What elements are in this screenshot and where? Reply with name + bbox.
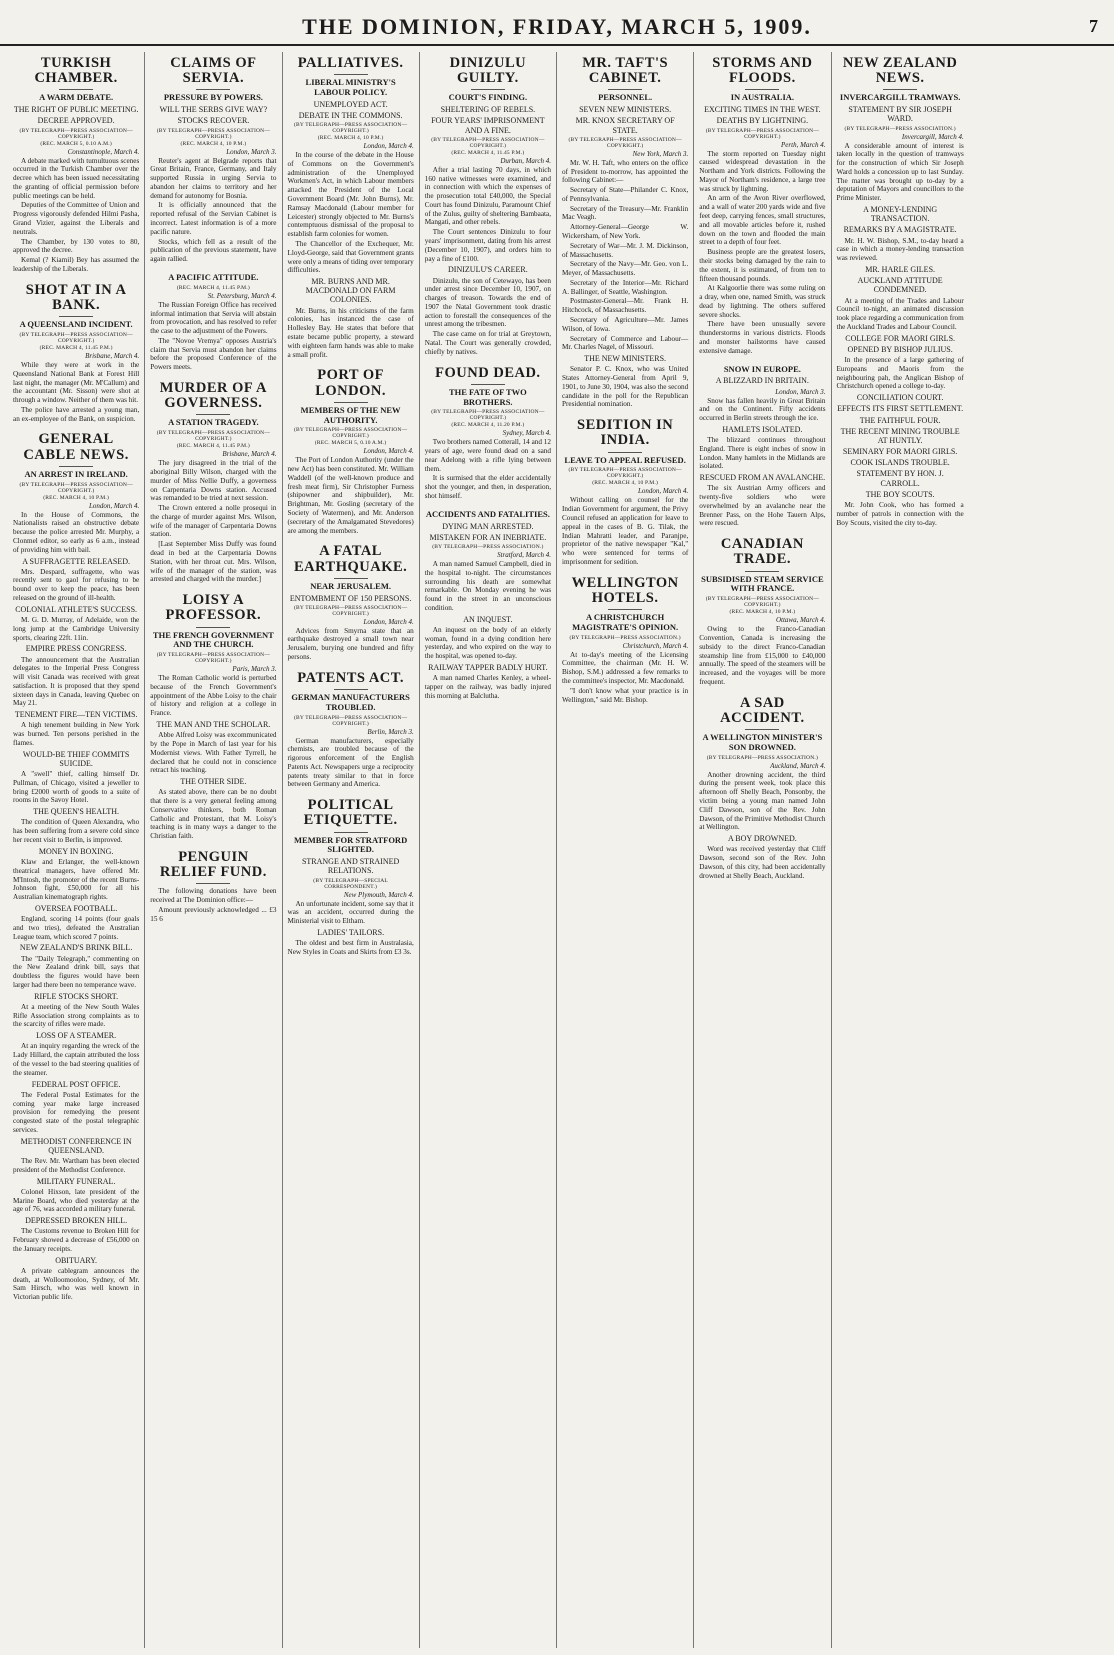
section-subheading: METHODIST CONFERENCE IN QUEENSLAND.: [20, 1136, 132, 1155]
article-subheading: A QUEENSLAND INCIDENT.: [19, 319, 133, 330]
article-paragraph: Attorney-General—George W. Wickersham, of New York.: [562, 223, 689, 241]
section-subheading: AUCKLAND ATTITUDE CONDEMNED.: [857, 276, 943, 295]
article-paragraph: Dinizulu, the son of Cetewayo, has been under arrest since December 10, 1907, on charges of treason. Towards the end of 1907 the Natal Government took drastic action to forestall the consequences of the unrest among the tribesmen.: [424, 276, 551, 329]
wire-credit: (BY TELEGRAPH—PRESS ASSOCIATION—COPYRIGHT.): [705, 596, 820, 609]
headline-divider: [59, 466, 93, 467]
article-paragraph: "I don't know what your practice is in Wellington," said Mr. Bishop.: [562, 686, 689, 704]
section-subheading: LOSS OF A STEAMER.: [36, 1031, 117, 1041]
section-subheading: A BOY DROWNED.: [727, 834, 797, 844]
newspaper-column: [145, 52, 282, 1648]
article-headline: POLITICAL ETIQUETTE.: [303, 797, 398, 829]
headline-divider: [745, 729, 779, 730]
received-time: (REC. MARCH 4, 11.20 P.M.): [451, 422, 525, 429]
section-subheading: OBITUARY.: [55, 1255, 98, 1265]
article-subheading: A CHRISTCHURCH MAGISTRATE'S OPINION.: [572, 612, 679, 632]
article: [288, 368, 414, 535]
wire-credit: (BY TELEGRAPH—PRESS ASSOCIATION—COPYRIGHT.): [19, 481, 133, 494]
headline-divider: [883, 89, 917, 90]
article-paragraph: Secretary of the Interior—Mr. Richard A. Ballinger, of Seattle, Washington.: [562, 278, 689, 296]
article-paragraph: The Chamber, by 130 votes to 80, approved the decree.: [13, 237, 140, 255]
dateline: London, March 4.: [363, 142, 414, 151]
headline-divider: [59, 89, 93, 90]
article: [425, 510, 551, 701]
section-subheading: DINIZULU'S CAREER.: [448, 265, 528, 275]
article-subheading: A WELLINGTON MINISTER'S SON DROWNED.: [702, 732, 823, 752]
wire-credit: (BY TELEGRAPH—PRESS ASSOCIATION—COPYRIGHT.): [568, 136, 682, 149]
article-headline: MR. TAFT'S CABINET.: [582, 55, 669, 87]
article-subheading: SEVEN NEW MINISTERS.: [579, 105, 672, 115]
wire-credit: (BY TELEGRAPH—PRESS ASSOCIATION—COPYRIGHT.): [431, 409, 545, 422]
dateline: Perth, March 4.: [781, 140, 826, 149]
article-subheading: DEBATE IN THE COMMONS.: [298, 110, 403, 120]
article-paragraph: Reuter's agent at Belgrade reports that Great Britain, France, Germany, and Italy supported Russia in urging Servia to abandon her claims to territory and her demand for autonomy for Bosnia.: [150, 156, 277, 200]
wire-credit: (BY TELEGRAPH—PRESS ASSOCIATION—COPYRIGHT.): [19, 331, 133, 344]
article-subheading: WILL THE SERBS GIVE WAY?: [159, 105, 268, 115]
article-subheading: MR. KNOX SECRETARY OF STATE.: [575, 116, 675, 135]
headline-divider: [471, 89, 505, 90]
wire-credit: (BY TELEGRAPH—PRESS ASSOCIATION—COPYRIGHT.): [156, 430, 271, 443]
article-paragraph: Secretary of War—Mr. J. M. Dickinson, of Massachusetts.: [562, 241, 689, 259]
article-headline: SHOT AT IN A BANK.: [25, 281, 127, 313]
article: [288, 798, 414, 956]
article-paragraph: The oldest and best firm in Australasia, New Styles in Coats and Skirts from £3 3s.: [287, 939, 414, 956]
headline-divider: [334, 402, 368, 403]
dateline: St. Petersburg, March 4.: [207, 291, 277, 300]
article-paragraph: The case came on for trial at Greytown, Natal. The Court was generally crowded, chiefly by natives.: [424, 330, 551, 356]
article-subheading: STRANGE AND STRAINED RELATIONS.: [301, 857, 400, 876]
received-time: (REC. MARCH 4, 10 P.M.): [729, 609, 796, 616]
article-subheading: AN ARREST IN IRELAND.: [24, 468, 128, 479]
article-subheading: A WARM DEBATE.: [39, 92, 114, 103]
article-paragraph: A private cablegram announces the death, at Wolloomooloo, Sydney, of Mr. Sam Hirsch, who was well known in Victorian public life.: [13, 1266, 140, 1302]
article: [13, 283, 139, 424]
article-paragraph: An inquest on the body of an elderly woman, found in a dying condition here yesterday, and who expired on the way to the hospital, was opened to-day.: [424, 625, 551, 661]
article-subheading: COURT'S FINDING.: [448, 92, 528, 103]
section-subheading: THE RECENT MINING TROUBLE AT HUNTLY.: [840, 426, 960, 445]
dateline: Auckland, March 4.: [770, 761, 826, 770]
section-subheading: OPENED BY BISHOP JULIUS.: [847, 344, 953, 354]
article-paragraph: In the House of Commons, the Nationalists raised an obstructive debate because the police arrested Mr. Murphy, a Clonmel editor, so early as 6 a.m., instead of providing him with bail.: [13, 510, 140, 554]
received-time: (REC. MARCH 4, 10 P.M.): [43, 494, 109, 501]
article-paragraph: The "Novoe Vremya" opposes Austria's claim that Servia must abandon her claims before the proposed Conference of the Powers meets.: [150, 336, 277, 372]
article-paragraph: Abbe Alfred Loisy was excommunicated by the Pope in March of last year for his Modernist views. With Father Tyrrell, he declared that he could not in conscience retract his teaching.: [150, 731, 277, 775]
article-paragraph: After a trial lasting 70 days, in which 160 native witnesses were examined, and in connection with which the expenses of the prosecution total £40,000, the Special Court has found Dinizulu, Paramount Chief of the Zulus, guilty of sheltering Bambaata, Mangati, and other rebels.: [424, 165, 551, 227]
article-headline: NEW ZEALAND NEWS.: [842, 55, 958, 87]
section-subheading: HAMLETS ISOLATED.: [722, 424, 803, 434]
headline-divider: [196, 89, 230, 90]
article-paragraph: At an inquiry regarding the wreck of the Lady Hillard, the captain attributed the loss of the vessel to the bad steering qualities of the steamer.: [13, 1042, 140, 1077]
article-subheading: UNEMPLOYED ACT.: [313, 99, 388, 109]
article-paragraph: The condition of Queen Alexandra, who has been suffering from a severe cold since her recent visit to Berlin, is improved.: [13, 818, 140, 845]
article-paragraph: Owing to the Franco-Canadian Convention, Canada is increasing the subsidy to the direct Franco-Canadian steamship line from £15,000 to £40,000 annually. The speed of the steamers will be increased, and the voyages will be more frequent.: [699, 625, 826, 686]
article-subheading: NEAR JERUSALEM.: [310, 580, 391, 591]
article-subheading: GERMAN MANUFACTURERS TROUBLED.: [291, 692, 410, 712]
article-paragraph: The jury disagreed in the trial of the aboriginal Billy Wilson, charged with the murder of Miss Nellie Duffy, a governess on Carpentaria Downs station. Accused was remanded to be tried at next session.: [150, 459, 277, 503]
dateline: London, March 4.: [363, 617, 414, 626]
article-headline: GENERAL CABLE NEWS.: [23, 431, 129, 463]
section-subheading: EFFECTS ITS FIRST SETTLEMENT.: [837, 404, 964, 414]
article-subheading: DEATHS BY LIGHTNING.: [716, 116, 809, 126]
article-paragraph: As stated above, there can be no doubt that there is a very general feeling among Conservative thinkers, both Roman Catholic and Protestant, that M. Loisy's teaching is in many ways a danger to the Christian faith.: [150, 788, 277, 841]
article: [425, 56, 551, 357]
article-paragraph: Stocks, which fell as a result of the publication of the previous statement, have again rallied.: [150, 237, 277, 264]
article-paragraph: A "swell" thief, calling himself Dr. Pullman, of Chicago, visited a jeweller to bring £2000 worth of goods to a suite of rooms in the Savoy Hotel.: [13, 770, 140, 805]
article-paragraph: A high tenement building in New York was burned. Ten persons perished in the flames.: [13, 721, 140, 747]
section-subheading: MONEY IN BOXING.: [38, 846, 114, 856]
dateline: Invercargill, March 4.: [901, 132, 964, 141]
received-time: (REC. MARCH 5, 0.10 A.M.): [40, 140, 112, 147]
article-paragraph: German manufacturers, especially chemists, are troubled because of the rigorous enforcement of the English Patents Act. Newspapers urge a reciprocity patents treaty similar to that in force between Germany and America.: [287, 736, 414, 789]
article-paragraph: At a meeting of the New South Wales Rifle Association strong complaints as to the scarcity of rifles were made.: [13, 1002, 140, 1029]
section-subheading: TENEMENT FIRE—TEN VICTIMS.: [14, 710, 138, 720]
article-headline: TURKISH CHAMBER.: [34, 55, 118, 87]
article: [562, 576, 688, 705]
article-paragraph: The Federal Postal Estimates for the coming year make large increased provision for remedying the present congested state of the postal telegraphic services.: [13, 1090, 140, 1134]
wire-credit: (BY TELEGRAPH—PRESS ASSOCIATION.): [844, 125, 956, 132]
section-subheading: STATEMENT BY HON. J. CARROLL.: [856, 469, 944, 488]
article-paragraph: It is surmised that the elder accidentally shot the younger, and then, in desperation, shot himself.: [424, 474, 551, 501]
article: [562, 418, 688, 566]
headline-divider: [59, 316, 93, 317]
article-subheading: THE RIGHT OF PUBLIC MEETING.: [13, 105, 139, 115]
dateline: Stratford, March 4.: [497, 550, 551, 559]
article-subheading: A BLIZZARD IN BRITAIN.: [715, 376, 809, 386]
article-paragraph: Kemal (? Kiamil) Bey has assumed the leadership of the Liberals.: [13, 256, 140, 273]
article-paragraph: Mr. H. W. Bishop, S.M., to-day heard a case in which a money-lending transaction was reviewed.: [836, 236, 964, 263]
article-paragraph: There have been unusually severe thunderstorms in various districts. Floods and monster hailstorms have caused extensive damage.: [699, 320, 826, 355]
article: [837, 56, 964, 527]
wire-credit: (BY TELEGRAPH—PRESS ASSOCIATION—COPYRIGHT.): [705, 127, 820, 140]
wire-credit: (BY TELEGRAPH—PRESS ASSOCIATION—COPYRIGHT.): [156, 652, 271, 665]
wire-credit: (BY TELEGRAPH—PRESS ASSOCIATION—COPYRIGHT.): [293, 604, 408, 617]
article-paragraph: The Roman Catholic world is perturbed because of the French Government's appointment of the Abbe Loisy to the chair of history and religion at a college in France.: [150, 674, 277, 718]
article-paragraph: Mrs. Despard, suffragette, who was recently sent to gaol for refusing to be bound over to keep the peace, has been released on the ground of ill-health.: [13, 567, 140, 603]
dateline: Sydney, March 4.: [502, 429, 551, 438]
article-paragraph: The Crown entered a nolle prosequi in the charge of murder against Mrs. Wilson, wife of the manager of Carpentaria Downs station.: [150, 504, 277, 539]
article-paragraph: The Rev. Mr. Wartham has been elected president of the Methodist Conference.: [13, 1157, 140, 1174]
masthead: [0, 0, 1114, 46]
newspaper-title: THE DOMINION, FRIDAY, MARCH 5, 1909.: [302, 14, 812, 39]
section-subheading: CONCILIATION COURT.: [856, 393, 944, 403]
received-time: (REC. MARCH 4, 10 P.M.): [317, 135, 384, 142]
article: [699, 56, 825, 356]
article-subheading: MEMBERS OF THE NEW AUTHORITY.: [300, 404, 401, 425]
article-subheading: FOUR YEARS' IMPRISONMENT AND A FINE.: [431, 116, 545, 135]
article-paragraph: The Port of London Authority (under the new Act) has been constituted. Mr. William Waddell (of the well-known produce and fresh meat firm), Sir Christopher Furness (shipowner and shipbuilder), Mr. Brightman, Mr. Gosling (secretary of the Society of Watermen), and Mr. Anderson (secretary of the Amalgamated Stevedores) are among the members.: [287, 456, 414, 535]
article-paragraph: At Kalgoorlie there was some ruling on a dray, when one, named Smith, was struck dead by lightning. The others suffered severe shocks.: [699, 284, 826, 319]
article: [699, 537, 825, 686]
headline-divider: [334, 74, 368, 75]
section-subheading: COLLEGE FOR MAORI GIRLS.: [845, 333, 956, 343]
page-number: 7: [1089, 16, 1098, 36]
headline-divider: [334, 689, 368, 690]
article-subheading: PERSONNEL.: [598, 92, 653, 103]
article-headline: PENGUIN RELIEF FUND.: [159, 848, 267, 881]
received-time: (REC. MARCH 4, 11.45 P.M.): [176, 284, 250, 291]
article-paragraph: The Customs revenue to Broken Hill for February showed a decrease of £56,000 on the January receipts.: [13, 1227, 140, 1253]
headline-divider: [196, 883, 230, 884]
section-subheading: WOULD-BE THIEF COMMITS SUICIDE.: [22, 749, 130, 768]
article-paragraph: The storm reported on Tuesday night caused widespread devastation in the Northam and York districts. Following the Mayor of Northam's residence, a large tree was struck by lightning.: [699, 149, 826, 193]
article-headline: FOUND DEAD.: [435, 364, 541, 381]
article-paragraph: Colonel Hixson, late president of the Marine Board, who died yesterday at the age of 76, was accorded a military funeral.: [13, 1187, 140, 1214]
section-subheading: REMARKS BY A MAGISTRATE.: [843, 225, 957, 235]
article-paragraph: While they were at work in the Queensland National Bank at Forest Hill last night, the manager (Mr. M'Callum) and the accountant (Mr. Sisson) were shot at through a window. Neither of them was hit.: [13, 360, 140, 405]
section-subheading: THE QUEEN'S HEALTH.: [33, 807, 120, 817]
received-time: (REC. MARCH 5, 0.10 A.M.): [314, 440, 387, 447]
article-subheading: DECREE APPROVED.: [37, 116, 115, 126]
received-time: (REC. MARCH 4, 11.45 P.M.): [451, 149, 525, 156]
wire-credit: (BY TELEGRAPH—PRESS ASSOCIATION—COPYRIGHT.): [19, 127, 133, 140]
wire-credit: (BY TELEGRAPH—PRESS ASSOCIATION—COPYRIGHT.): [293, 714, 408, 727]
article-paragraph: Klaw and Erlanger, the well-known theatrical managers, have offered Mr. M'Intosh, the promoter of the recent Burns-Johnson fight, £50,000 for all his Australian kinematograph rights.: [13, 857, 140, 902]
dateline: Durban, March 4.: [500, 156, 551, 165]
headline-divider: [745, 89, 779, 90]
article-headline: CANADIAN TRADE.: [720, 536, 804, 568]
article: [425, 366, 551, 501]
article-paragraph: A man named Charles Kenley, a wheel-tapper on the railway, was badly injured this morning at Balclutha.: [424, 674, 551, 700]
dateline: London, March 3.: [226, 147, 277, 156]
dateline: Brisbane, March 4.: [222, 450, 277, 459]
article: [562, 56, 688, 409]
article-subheading: MISTAKEN FOR AN INEBRIATE.: [429, 532, 547, 542]
article-paragraph: Two brothers named Cotterall, 14 and 12 years of age, were found dead on a sand near Adelong with a rifle lying between them.: [424, 438, 551, 473]
dateline: Christchurch, March 4.: [622, 641, 689, 650]
dateline: London, March 3.: [775, 387, 826, 396]
section-subheading: MILITARY FUNERAL.: [36, 1176, 116, 1186]
article-subheading: PRESSURE BY POWERS.: [163, 92, 263, 103]
article-headline: MURDER OF A GOVERNESS.: [159, 379, 267, 412]
wire-credit: (BY TELEGRAPH—PRESS ASSOCIATION.): [432, 543, 544, 550]
article: [288, 544, 414, 662]
newspaper-columns: [8, 52, 1106, 1648]
article-headline: A FATAL EARTHQUAKE.: [293, 543, 408, 575]
article-paragraph: The police have arrested a young man, an ex-employee of the Bank, on suspicion.: [13, 405, 140, 423]
wire-credit: (BY TELEGRAPH—PRESS ASSOCIATION—COPYRIGHT.): [293, 427, 408, 440]
article-paragraph: At a meeting of the Trades and Labour Council to-night, an animated discussion took place regarding a communication from the Auckland Trades and Labour Council.: [836, 296, 964, 331]
dateline: Paris, March 3.: [232, 665, 277, 674]
article-subheading: THE FRENCH GOVERNMENT AND THE CHURCH.: [152, 629, 274, 650]
article-paragraph: M. G. D. Murray, of Adelaide, won the long jump at the Cambridge University sports, clearing 22ft. 11in.: [13, 616, 140, 642]
article-subheading: A STATION TRAGEDY.: [168, 417, 259, 428]
article-subheading: STATEMENT BY SIR JOSEPH WARD.: [848, 105, 952, 124]
article-paragraph: [Last September Miss Duffy was found dead in bed at the Carpentaria Downs Station, with her throat cut. Mrs. Wilson, wife of the manager of the station, was arrested and charged with the murder.]: [150, 540, 277, 584]
newspaper-column: [420, 52, 557, 1648]
headline-divider: [608, 452, 642, 453]
wire-credit: (BY TELEGRAPH—PRESS ASSOCIATION—COPYRIGHT.): [293, 122, 408, 135]
received-time: (REC. MARCH 4, 11.45 P.M.): [39, 344, 113, 351]
article-headline: WELLINGTON HOTELS.: [571, 574, 679, 606]
article: [150, 273, 276, 372]
article-subheading: LIBERAL MINISTRY'S LABOUR POLICY.: [305, 77, 396, 97]
article-headline: STORMS AND FLOODS.: [712, 55, 813, 87]
article: [699, 365, 825, 529]
section-subheading: MR. HARLE GILES.: [865, 264, 936, 274]
headline-divider: [745, 571, 779, 572]
article-subheading: IN AUSTRALIA.: [730, 92, 795, 103]
article-subheading: SUBSIDISED STEAM SERVICE WITH FRANCE.: [701, 573, 824, 594]
article-paragraph: Amount previously acknowledged ... £3 15 6: [150, 905, 277, 923]
newspaper-column: [283, 52, 420, 1648]
article-subheading: A PACIFIC ATTITUDE.: [168, 271, 259, 282]
article: [150, 56, 276, 264]
article: [288, 56, 414, 359]
newspaper-column: [832, 52, 969, 1648]
article: [150, 381, 276, 584]
article-subheading: THE FATE OF TWO BROTHERS.: [448, 386, 527, 407]
article-paragraph: Without calling on counsel for the Indian Government for argument, the Privy Council refused an application for leave to appeal in the cases of B. G. Tilak, the Indian Mahratti leader, and Paranjpe, proprietor of the native newspaper "Kal," who were sentenced for terms of imprisonment for sedition.: [562, 496, 689, 566]
article-paragraph: England, scoring 14 points (four goals and two tries), defeated the Australian League team, which scored 7 points.: [13, 915, 140, 941]
article-paragraph: Senator P. C. Knox, who was United States Attorney-General from April 9, 1901, to June 30, 1904, was also the second candidate in the poll for the Republican Presidential nomination.: [562, 365, 689, 409]
article-paragraph: In the presence of a large gathering of Europeans and Maoris from the neighbouring pah, the Anglican Bishop of Christchurch opened a college to-day.: [836, 356, 964, 391]
section-subheading: RESCUED FROM AN AVALANCHE.: [699, 473, 826, 483]
article-subheading: SHELTERING OF REBELS.: [440, 105, 536, 115]
newspaper-column: [557, 52, 694, 1648]
article-paragraph: In the course of the debate in the House of Commons on the Government's administration of the Unemployed Workmen's Act, in which Labour members attacked the President of the Local Government Board (Mr. John Burns), Mr. Ramsay Macdonald (Labour member for Leicester) strongly objected to Mr. Burns's contemptuous dismissal of the proposal to establish farm colonies for women.: [287, 151, 414, 239]
section-subheading: LADIES' TAILORS.: [317, 927, 385, 937]
article-paragraph: Mr. W. H. Taft, who enters on the office of President to-morrow, has appointed the following Cabinet:—: [562, 158, 689, 185]
article-paragraph: At to-day's meeting of the Licensing Committee, the chairman (Mr. H. W. Bishop, S.M.) addressed a few remarks to the committee's inspector, Mr. Macdonald.: [562, 650, 689, 686]
article-subheading: LEAVE TO APPEAL REFUSED.: [564, 454, 686, 465]
section-subheading: OVERSEA FOOTBALL.: [35, 903, 118, 913]
headline-divider: [608, 609, 642, 610]
article: [150, 850, 276, 924]
article-headline: CLAIMS OF SERVIA.: [170, 55, 257, 87]
received-time: (REC. MARCH 4, 11.45 P.M.): [176, 443, 250, 450]
article-paragraph: Deputies of the Committee of Union and Progress vigorously defended Hilmi Pasha, Grand Vizier, against the Liberals and neutrals.: [13, 201, 140, 236]
article-paragraph: An unfortunate incident, some say that it was an accident, occurred during the Ministerial visit to Eltham.: [287, 899, 414, 926]
newspaper-column: [694, 52, 831, 1648]
section-subheading: RAILWAY TAPPER BADLY HURT.: [428, 662, 548, 672]
headline-divider: [196, 627, 230, 628]
article: [699, 696, 825, 881]
article-paragraph: Mr. Burns, in his criticisms of the farm colonies, has instanced the case of Hollesley Bay. He states that before that estate became public property, a steward with eighteen farm hands was able to make a small profit.: [287, 306, 414, 359]
article: [13, 56, 139, 274]
article-subheading: ENTOMBMENT OF 150 PERSONS.: [289, 593, 412, 603]
section-subheading: SEMINARY FOR MAORI GIRLS.: [842, 447, 958, 457]
article-paragraph: Advices from Smyrna state that an earthquake destroyed a small town near Jerusalem, burying one hundred and fifty persons.: [287, 626, 414, 662]
newspaper-column: [8, 52, 145, 1648]
article-paragraph: The Chancellor of the Exchequer, Mr. Lloyd-George, said that Government grants were only a means of tiding over temporary difficulties.: [287, 239, 414, 275]
dateline: New York, March 3.: [632, 149, 689, 158]
article-paragraph: The announcement that the Australian delegates to the Imperial Press Congress will visit Canada was received with great satisfaction. It is proposed that they spend sixteen days in Canada, leaving Quebec on May 21.: [13, 655, 140, 708]
wire-credit: (BY TELEGRAPH—PRESS ASSOCIATION—COPYRIGHT.): [431, 136, 545, 149]
received-time: (REC. MARCH 4, 10 P.M.): [180, 140, 247, 147]
article-paragraph: The following donations have been received at The Dominion office:—: [150, 887, 277, 905]
article-paragraph: The six Austrian Army officers and twenty-five soldiers who were overwhelmed by an avalanche near the Brenner Pass, on the Hohe Tauern Alps, were rescued.: [699, 484, 826, 528]
article-paragraph: Postmaster-General—Mr. Frank H. Hitchcock, of Massachusetts.: [562, 297, 689, 315]
article-paragraph: Another drowning accident, the third during the present week, took place this afternoon off Shelly Beach, Ponsonby, the victim being a young man named John Cliff Dawson, son of the Rev. John Dawson, of the Primitive Methodist Church at Wellington.: [699, 770, 826, 832]
article-paragraph: A man named Samuel Campbell, died in the hospital to-night. The circumstances surrounding his death are somewhat remarkable. On Monday evening he was found in the street in an unconscious condition.: [424, 559, 551, 612]
dateline: London, March 4.: [637, 487, 689, 496]
dateline: Berlin, March 3.: [367, 727, 414, 736]
article-paragraph: Business people are the greatest losers, their stocks being damaged by the rain to the extent, it is estimated, of from ten to fifteen thousand pounds.: [699, 248, 826, 283]
article: [288, 671, 414, 789]
article: [13, 432, 139, 1302]
wire-credit: (BY TELEGRAPH—PRESS ASSOCIATION—COPYRIGHT.): [568, 467, 682, 480]
wire-credit: (BY TELEGRAPH—PRESS ASSOCIATION—COPYRIGHT.): [156, 127, 271, 140]
article-subheading: STOCKS RECOVER.: [177, 116, 250, 126]
article-headline: PORT OF LONDON.: [315, 367, 387, 399]
section-subheading: DEPRESSED BROKEN HILL.: [25, 1216, 128, 1226]
article-paragraph: A debate marked with tumultuous scenes occurred in the Turkish Chamber over the decree which has been issued necessitating the granting of official permission before public meetings can be held.: [13, 156, 140, 200]
article-paragraph: Snow has fallen heavily in Great Britain and on the Continent. Fifty accidents occurred in Berlin streets through the ice.: [699, 396, 826, 423]
article-headline: DINIZULU GUILTY.: [449, 55, 527, 87]
section-subheading: FEDERAL POST OFFICE.: [31, 1079, 121, 1089]
section-subheading: A SUFFRAGETTE RELEASED.: [22, 556, 131, 566]
article-paragraph: Secretary of the Treasury—Mr. Franklin Mac Veagh.: [562, 204, 689, 222]
headline-divider: [334, 578, 368, 579]
section-subheading: THE FAITHFUL FOUR.: [859, 415, 941, 425]
article-subheading: EXCITING TIMES IN THE WEST.: [704, 105, 821, 115]
headline-divider: [608, 89, 642, 90]
article-headline: PATENTS ACT.: [297, 669, 404, 686]
dateline: Brisbane, March 4.: [85, 351, 140, 360]
article-subheading: DYING MAN ARRESTED.: [442, 521, 534, 531]
headline-divider: [471, 384, 505, 385]
dateline: Ottawa, March 4.: [775, 616, 826, 625]
headline-divider: [334, 832, 368, 833]
wire-credit: (BY TELEGRAPH—SPECIAL CORRESPONDENT.): [313, 877, 388, 890]
article-paragraph: Secretary of Commerce and Labour—Mr. Charles Nagel, of Missouri.: [562, 334, 689, 352]
article-headline: SEDITION IN INDIA.: [577, 417, 674, 449]
section-subheading: EMPIRE PRESS CONGRESS.: [25, 644, 127, 654]
wire-credit: (BY TELEGRAPH—PRESS ASSOCIATION.): [706, 754, 819, 761]
section-subheading: THE BOY SCOUTS.: [865, 489, 935, 499]
dateline: London, March 4.: [363, 447, 414, 456]
received-time: (REC. MARCH 4, 10 P.M.): [592, 480, 658, 487]
section-subheading: THE OTHER SIDE.: [180, 777, 247, 787]
headline-divider: [196, 414, 230, 415]
section-subheading: THE MAN AND THE SCHOLAR.: [156, 719, 271, 729]
article-paragraph: Secretary of the Navy—Mr. Geo. von L. Meyer, of Massachusetts.: [562, 260, 689, 278]
article-headline: LOISY A PROFESSOR.: [165, 592, 262, 624]
article-headline: PALLIATIVES.: [297, 55, 404, 71]
wire-credit: (BY TELEGRAPH—PRESS ASSOCIATION.): [569, 634, 681, 641]
dateline: New Plymouth, March 4.: [343, 890, 414, 899]
article-paragraph: Mr. John Cook, who has formed a number of patrols in connection with the Boy Scouts, visited the city to-day.: [836, 501, 964, 527]
article-paragraph: Secretary of Agriculture—Mr. James Wilson, of Iowa.: [562, 316, 689, 333]
section-subheading: RIFLE STOCKS SHORT.: [34, 991, 119, 1001]
article-paragraph: The Court sentences Dinizulu to four years' imprisonment, dating from his arrest (December 10, 1907), and orders him to pay a fine of £100.: [424, 228, 551, 263]
article-subheading: SNOW IN EUROPE.: [723, 363, 801, 374]
article-paragraph: Word was received yesterday that Cliff Dawson, second son of the Rev. John Dawson, of this city, had been accidentally drowned at Shelly Beach, Auckland.: [699, 845, 826, 880]
article-subheading: ACCIDENTS AND FATALITIES.: [425, 508, 550, 519]
article-paragraph: A considerable amount of interest is taken locally in the question of tramways for the construction of which Sir Joseph Ward holds a concession up to last Sunday. The matter was brought up to-day by a deputation of Mayors and councillors to the Prime Minister.: [836, 141, 964, 203]
article: [150, 593, 276, 841]
section-subheading: NEW ZEALAND'S BRINK BILL.: [19, 943, 133, 953]
section-subheading: A MONEY-LENDING TRANSACTION.: [863, 205, 938, 224]
article-subheading: MEMBER FOR STRATFORD SLIGHTED.: [294, 834, 408, 855]
dateline: London, March 4.: [88, 501, 140, 510]
section-subheading: COOK ISLANDS TROUBLE.: [850, 458, 950, 468]
dateline: Constantinople, March 4.: [67, 147, 140, 156]
section-subheading: AN INQUEST.: [463, 614, 513, 624]
section-subheading: THE NEW MINISTERS.: [584, 354, 667, 364]
article-headline: A SAD ACCIDENT.: [720, 694, 805, 726]
article-paragraph: Secretary of State—Philander C. Knox, of Pennsylvania.: [562, 186, 689, 203]
article-paragraph: The blizzard continues throughout England. There is eight inches of snow in London. Many hamlets in the Midlands are isolated.: [699, 436, 826, 471]
article-paragraph: An arm of the Avon River overflowed, and a wall of water 200 yards wide and five feet deep, carrying fences, small structures, and all movable articles before it, rushed down on the town and flooded the main street to a depth of four feet.: [699, 194, 826, 247]
article-subheading: INVERCARGILL TRAMWAYS.: [839, 92, 961, 103]
article-paragraph: The Russian Foreign Office has received informal intimation that Servia will abstain from provocation, and has resolved to refer the case to the adjustment of the Powers.: [150, 300, 277, 336]
article-paragraph: It is officially announced that the reported refusal of the Servian Cabinet is incorrect. Latest information is of a more pacific nature.: [150, 201, 277, 236]
section-subheading: MR. BURNS AND MR. MACDONALD ON FARM COLONIES.: [305, 277, 396, 305]
section-subheading: COLONIAL ATHLETE'S SUCCESS.: [15, 604, 138, 614]
article-paragraph: The "Daily Telegraph," commenting on the New Zealand drink bill, says that doubtless the figures would have been larger had there been no temperance wave.: [13, 954, 140, 989]
